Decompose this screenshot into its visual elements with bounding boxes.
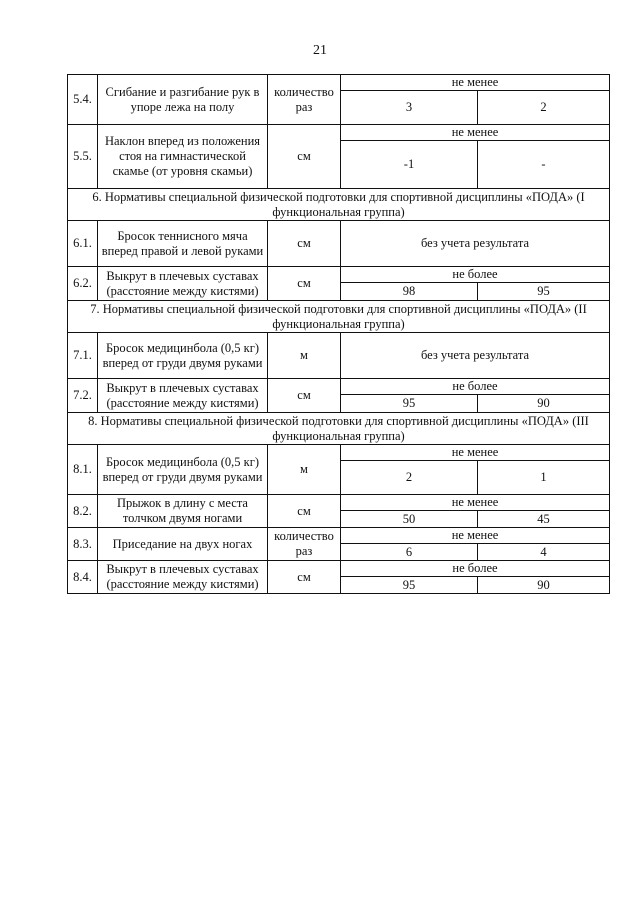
value-1: -1 — [341, 141, 478, 189]
value-1: 98 — [341, 283, 478, 301]
value-2: 90 — [478, 577, 610, 594]
unit: количество раз — [268, 528, 341, 561]
exercise-name: Выкрут в плечевых суставах (расстояние между кистями) — [98, 379, 268, 413]
value-1: 95 — [341, 577, 478, 594]
unit: см — [268, 267, 341, 301]
exercise-name: Сгибание и разгибание рук в упоре лежа на полу — [98, 75, 268, 125]
qualifier: не более — [341, 561, 610, 577]
table-row — [68, 189, 610, 221]
exercise-name: Приседание на двух ногах — [98, 528, 268, 561]
unit: см — [268, 379, 341, 413]
unit: м — [268, 445, 341, 495]
qualifier: не более — [341, 267, 610, 283]
table-row — [68, 495, 610, 511]
row-number: 5.4. — [68, 75, 98, 125]
table-row — [68, 267, 610, 283]
qualifier: не менее — [341, 125, 610, 141]
row-number: 8.4. — [68, 561, 98, 594]
section-title-6: 6. Нормативы специальной физической подготовки для спортивной дисциплины «ПОДА» (I функциональная группа) — [68, 189, 610, 221]
value-2: 90 — [478, 395, 610, 413]
exercise-name: Наклон вперед из положения стоя на гимнастической скамье (от уровня скамьи) — [98, 125, 268, 189]
qualifier: не менее — [341, 495, 610, 511]
exercise-name: Прыжок в длину с места толчком двумя ногами — [98, 495, 268, 528]
row-number: 5.5. — [68, 125, 98, 189]
value-2: 1 — [478, 461, 610, 495]
row-number: 6.1. — [68, 221, 98, 267]
table-row — [68, 221, 610, 267]
section-title-8: 8. Нормативы специальной физической подготовки для спортивной дисциплины «ПОДА» (III функциональная группа) — [68, 413, 610, 445]
exercise-name: Бросок теннисного мяча вперед правой и левой руками — [98, 221, 268, 267]
norms-table — [67, 74, 610, 594]
table-row — [68, 528, 610, 544]
unit: см — [268, 221, 341, 267]
page-number: 21 — [313, 43, 327, 58]
qualifier: не менее — [341, 75, 610, 91]
table-row — [68, 561, 610, 577]
table-row — [68, 75, 610, 91]
unit: см — [268, 125, 341, 189]
table-row — [68, 125, 610, 141]
value-2: 2 — [478, 91, 610, 125]
qualifier: не менее — [341, 445, 610, 461]
table-row — [68, 413, 610, 445]
value-1: 2 — [341, 461, 478, 495]
value-2: - — [478, 141, 610, 189]
exercise-name: Выкрут в плечевых суставах (расстояние между кистями) — [98, 267, 268, 301]
row-number: 7.1. — [68, 333, 98, 379]
row-number: 8.2. — [68, 495, 98, 528]
row-number: 6.2. — [68, 267, 98, 301]
result-note: без учета результата — [341, 333, 610, 379]
value-1: 50 — [341, 511, 478, 528]
row-number: 7.2. — [68, 379, 98, 413]
unit: м — [268, 333, 341, 379]
exercise-name: Бросок медицинбола (0,5 кг) вперед от груди двумя руками — [98, 333, 268, 379]
unit: см — [268, 495, 341, 528]
result-note: без учета результата — [341, 221, 610, 267]
value-1: 95 — [341, 395, 478, 413]
unit: количество раз — [268, 75, 341, 125]
section-title-7: 7. Нормативы специальной физической подготовки для спортивной дисциплины «ПОДА» (II функциональная группа) — [68, 301, 610, 333]
exercise-name: Бросок медицинбола (0,5 кг) вперед от груди двумя руками — [98, 445, 268, 495]
row-number: 8.1. — [68, 445, 98, 495]
value-2: 95 — [478, 283, 610, 301]
value-1: 6 — [341, 544, 478, 561]
qualifier: не более — [341, 379, 610, 395]
value-2: 4 — [478, 544, 610, 561]
table-row — [68, 379, 610, 395]
value-2: 45 — [478, 511, 610, 528]
exercise-name: Выкрут в плечевых суставах (расстояние между кистями) — [98, 561, 268, 594]
table-row — [68, 333, 610, 379]
table-row — [68, 301, 610, 333]
row-number: 8.3. — [68, 528, 98, 561]
table-row — [68, 445, 610, 461]
qualifier: не менее — [341, 528, 610, 544]
unit: см — [268, 561, 341, 594]
value-1: 3 — [341, 91, 478, 125]
